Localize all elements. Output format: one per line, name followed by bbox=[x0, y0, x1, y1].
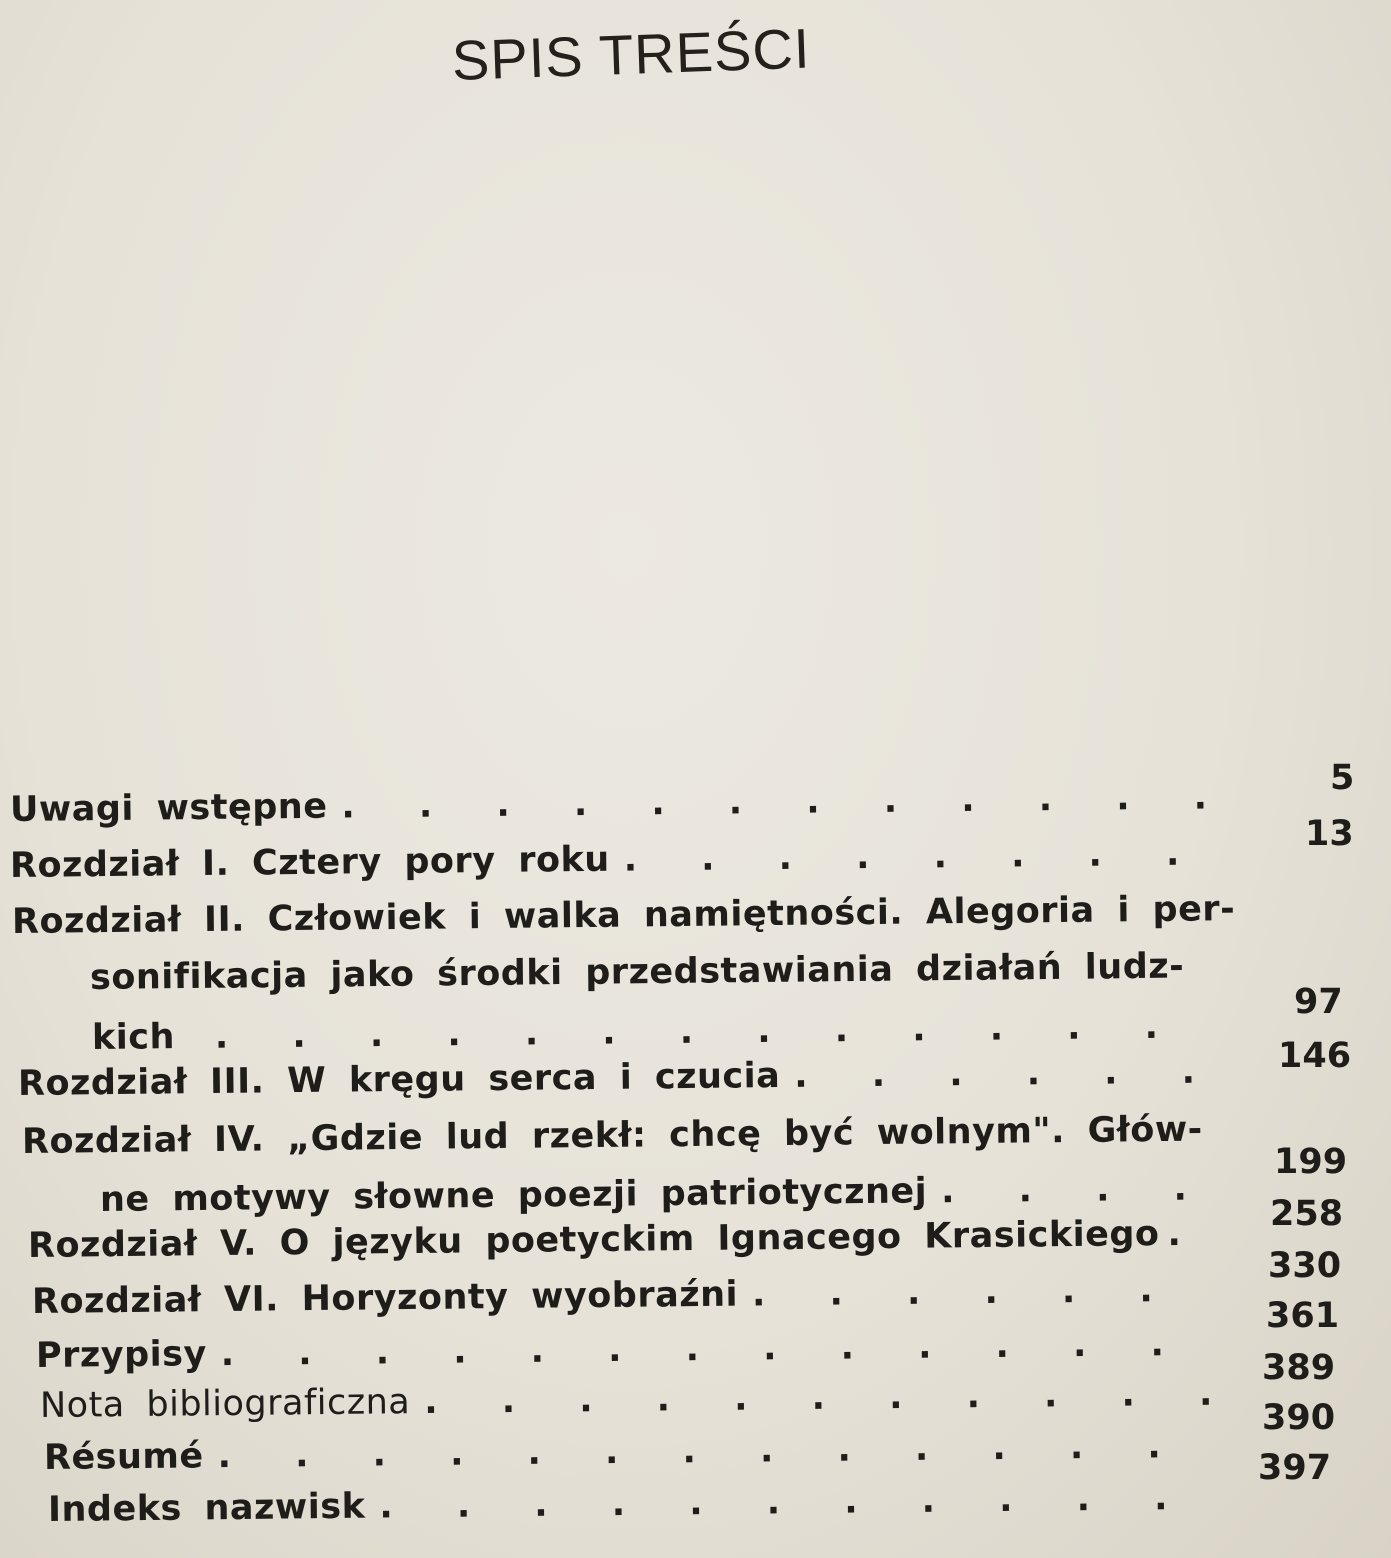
toc-entry-line-continuation bbox=[92, 1007, 1184, 1058]
toc-entry-line bbox=[18, 1051, 1221, 1104]
toc-entry-title-continuation: kich bbox=[91, 1017, 176, 1058]
toc-entry-title: Uwagi wstępne bbox=[9, 786, 328, 830]
toc-entry-line-continuation bbox=[90, 947, 1185, 998]
toc-entry-line-continuation bbox=[100, 1168, 1213, 1220]
leader-dots: . . . . bbox=[940, 1168, 1214, 1212]
toc-entry-page: 361 bbox=[1266, 1296, 1340, 1336]
toc-entry-title: Rozdział III. W kręgu serca i czucia bbox=[17, 1056, 781, 1104]
leader-dots: . bbox=[1167, 1213, 1207, 1255]
leader-dots: . . . . . . bbox=[794, 1051, 1222, 1096]
toc-entry-line bbox=[10, 833, 1206, 886]
toc-entry-page: 97 bbox=[1294, 982, 1343, 1022]
toc-entry-title: Rozdział V. O języku poetyckim Ignacego Krasickiego bbox=[27, 1214, 1160, 1266]
toc-entry-page: 199 bbox=[1274, 1142, 1348, 1182]
toc-entry-title: Rozdział IV. „Gdzie lud rzekł: chcę być wolnym". Głów- bbox=[21, 1109, 1203, 1162]
toc-entry-line bbox=[36, 1324, 1190, 1376]
toc-entry-line bbox=[32, 1270, 1179, 1322]
toc-entry-page: 146 bbox=[1278, 1036, 1352, 1076]
toc-entry-line bbox=[10, 777, 1233, 830]
toc-entry-page: 389 bbox=[1262, 1348, 1336, 1388]
toc-entry-page: 330 bbox=[1268, 1246, 1342, 1286]
toc-entry-title: Résumé bbox=[43, 1436, 204, 1478]
toc-entry-title: Nota bibliograficzna bbox=[39, 1382, 411, 1426]
leader-dots: . . . . . . bbox=[751, 1269, 1179, 1315]
page-title: SPIS TREŚCI bbox=[450, 16, 812, 92]
toc-entry-line bbox=[48, 1478, 1194, 1530]
toc-entry-title: Indeks nazwisk bbox=[47, 1486, 366, 1530]
toc-entry-title: Rozdział VI. Horyzonty wyobraźni bbox=[31, 1274, 739, 1322]
toc-entry-line bbox=[28, 1214, 1207, 1266]
toc-entry-line bbox=[12, 889, 1236, 942]
toc-entry-title: Rozdział II. Człowiek i walka namiętności. Alegoria i per- bbox=[11, 889, 1236, 942]
leader-dots: . . . . . . . . . . . . bbox=[341, 777, 1234, 827]
leader-dots: . . . . . . . . . . . . . bbox=[214, 1006, 1185, 1057]
toc-entry-line bbox=[44, 1426, 1187, 1478]
leader-dots: . . . . . . . . . . . . . bbox=[220, 1323, 1191, 1375]
leader-dots: . . . . . . . . bbox=[623, 833, 1206, 880]
toc-entry-page: 258 bbox=[1270, 1194, 1344, 1234]
toc-entry-title: Przypisy bbox=[35, 1334, 207, 1376]
toc-entry-page: 390 bbox=[1262, 1398, 1336, 1438]
toc-entry-line bbox=[40, 1373, 1239, 1426]
toc-entry-page: 5 bbox=[1330, 758, 1355, 798]
toc-entry-page: 397 bbox=[1258, 1448, 1332, 1488]
toc-entry-page: 13 bbox=[1305, 814, 1354, 854]
leader-dots: . . . . . . . . . . . . . bbox=[217, 1426, 1187, 1477]
toc-entry-title-continuation: sonifikacja jako środki przedstawiania działań ludz- bbox=[89, 946, 1185, 998]
leader-dots: . . . . . . . . . . . bbox=[379, 1478, 1194, 1527]
leader-dots: . . . . . . . . . . . bbox=[424, 1373, 1239, 1422]
toc-entry-title: Rozdział I. Cztery pory roku bbox=[9, 839, 610, 886]
toc-entry-line bbox=[22, 1110, 1203, 1162]
toc-entry-title-continuation: ne motywy słowne poezji patriotycznej bbox=[99, 1171, 928, 1220]
